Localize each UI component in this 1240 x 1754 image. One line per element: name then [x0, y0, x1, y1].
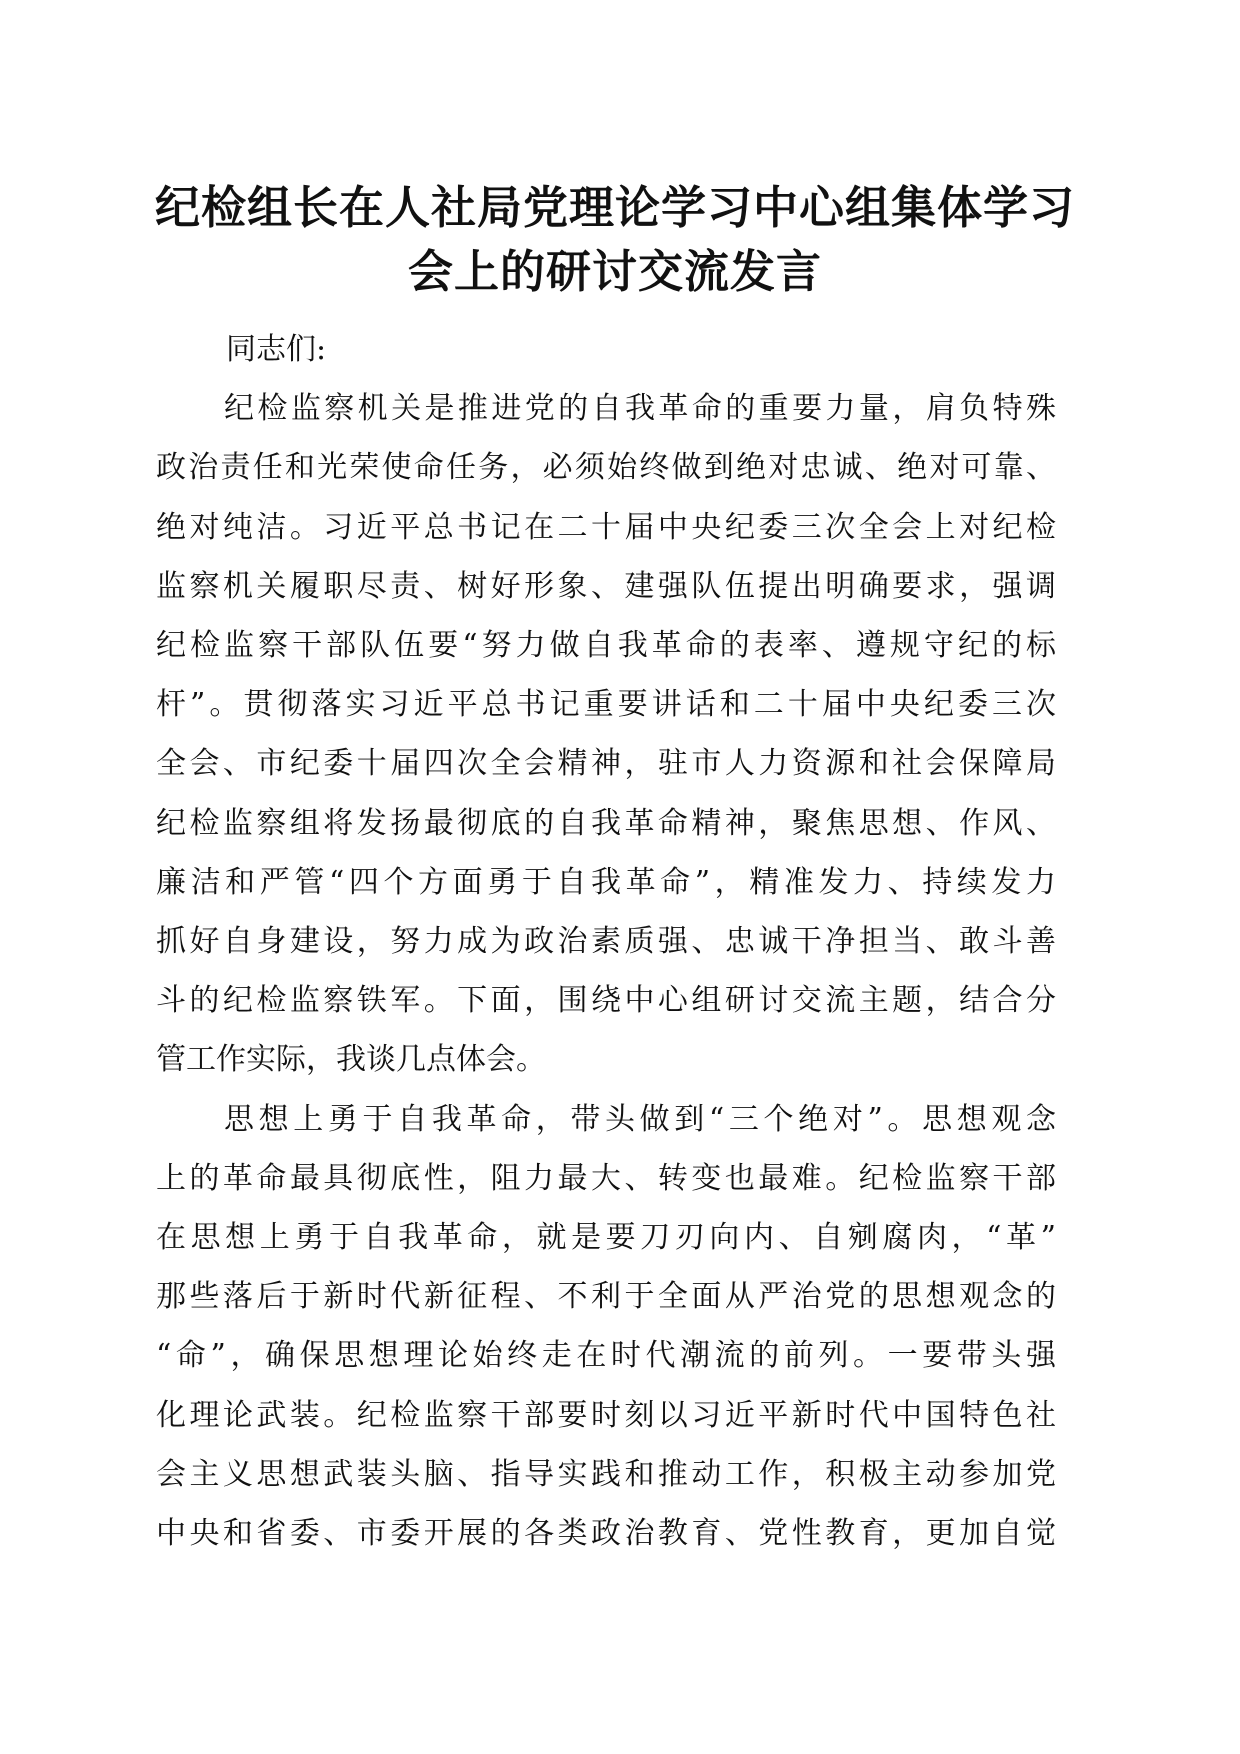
text-line: 在思想上勇于自我革命，就是要刀刃向内、自剜腐肉，“革” — [156, 1220, 1056, 1256]
text-line: 抓好自身建设，努力成为政治素质强、忠诚干净担当、敢斗善 — [156, 924, 1056, 960]
text-line: 政治责任和光荣使命任务，必须始终做到绝对忠诚、绝对可靠、 — [156, 450, 1056, 486]
text-line: 绝对纯洁。习近平总书记在二十届中央纪委三次全会上对纪检 — [156, 509, 1056, 545]
text-line: 上的革命最具彻底性，阻力最大、转变也最难。纪检监察干部 — [156, 1160, 1056, 1196]
document-title-line-1: 纪检组长在人社局党理论学习中心组集体学习 — [154, 181, 1075, 234]
text-line: 杆”。贯彻落实习近平总书记重要讲话和二十届中央纪委三次 — [156, 687, 1056, 723]
salutation: 同志们: — [226, 332, 327, 367]
text-line: 管工作实际，我谈几点体会。 — [156, 1042, 546, 1078]
text-line: 监察机关履职尽责、树好形象、建强队伍提出明确要求，强调 — [156, 568, 1056, 604]
paragraph-1 — [156, 379, 1056, 1089]
text-line: 廉洁和严管“四个方面勇于自我革命”，精准发力、持续发力 — [156, 864, 1056, 900]
text-line: 思想上勇于自我革命，带头做到“三个绝对”。思想观念 — [224, 1101, 1056, 1137]
text-line: 会主义思想武装头脑、指导实践和推动工作，积极主动参加党 — [156, 1456, 1056, 1492]
text-line: 纪检监察干部队伍要“努力做自我革命的表率、遵规守纪的标 — [156, 628, 1056, 664]
text-line: 化理论武装。纪检监察干部要时刻以习近平新时代中国特色社 — [156, 1397, 1056, 1433]
text-line: “命”，确保思想理论始终走在时代潮流的前列。一要带头强 — [156, 1338, 1056, 1374]
document-title-line-2: 会上的研讨交流发言 — [407, 245, 822, 298]
text-line: 中央和省委、市委开展的各类政治教育、党性教育，更加自觉 — [156, 1516, 1056, 1552]
text-line: 斗的纪检监察铁军。下面，围绕中心组研讨交流主题，结合分 — [156, 983, 1056, 1019]
text-line: 纪检监察机关是推进党的自我革命的重要力量，肩负特殊 — [224, 391, 1056, 427]
text-line: 全会、市纪委十届四次全会精神，驻市人力资源和社会保障局 — [156, 746, 1056, 782]
document-title — [150, 176, 1080, 304]
text-line: 纪检监察组将发扬最彻底的自我革命精神，聚焦思想、作风、 — [156, 805, 1056, 841]
text-line: 那些落后于新时代新征程、不利于全面从严治党的思想观念的 — [156, 1279, 1056, 1315]
document-body — [156, 320, 1056, 1563]
paragraph-2 — [156, 1090, 1056, 1564]
